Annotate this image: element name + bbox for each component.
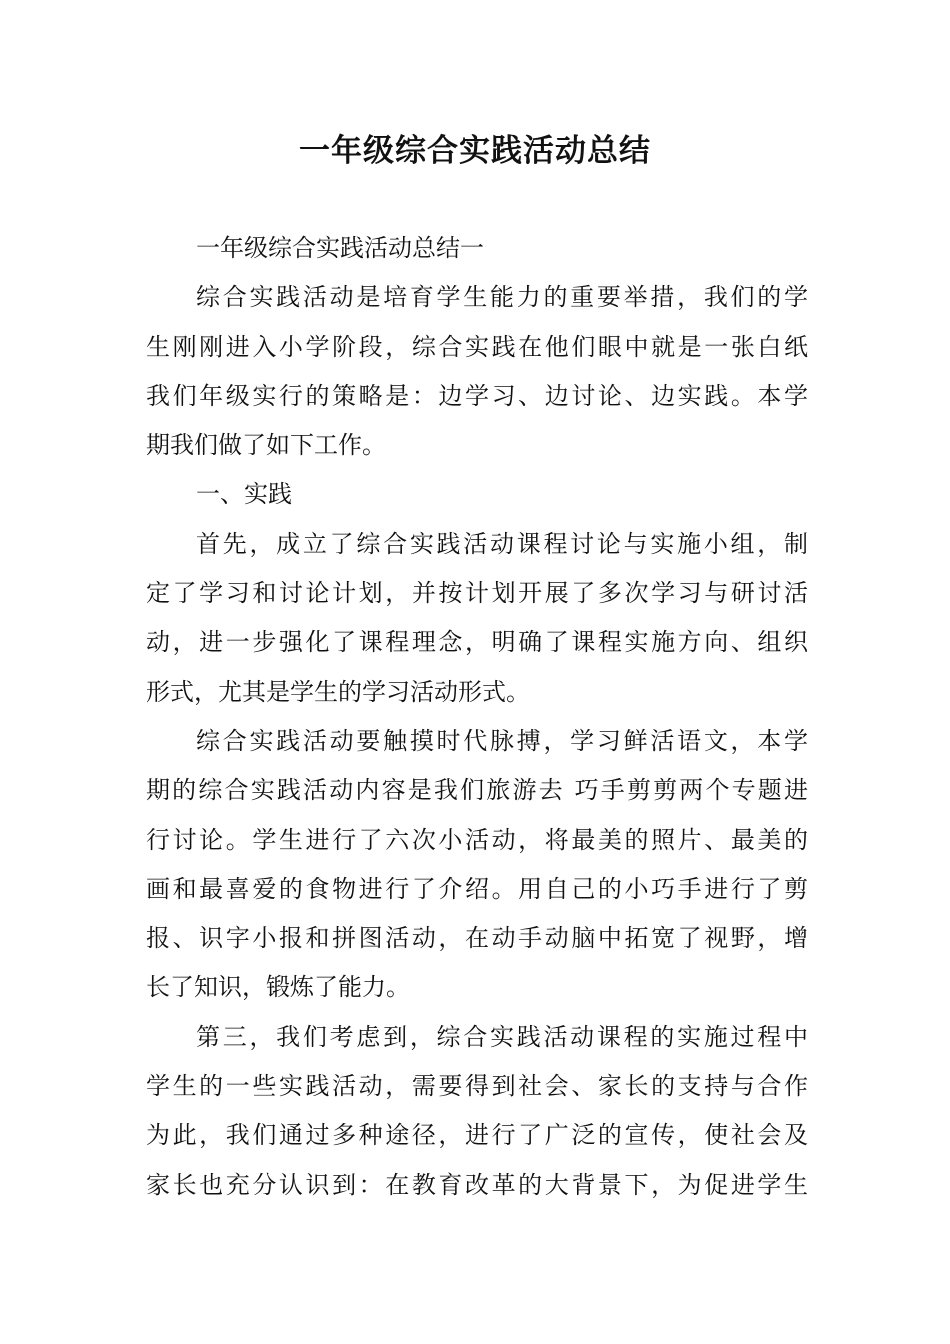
- paragraph-line: 形式，尤其是学生的学习活动形式。: [146, 677, 530, 706]
- paragraph-line: 期的综合实践活动内容是我们旅游去 巧手剪剪两个专题进: [146, 776, 808, 805]
- paragraph-line: 期我们做了如下工作。: [146, 431, 386, 460]
- paragraph-line: 生刚刚进入小学阶段，综合实践在他们眼中就是一张白纸: [146, 332, 808, 361]
- paragraph-line: 综合实践活动是培育学生能力的重要举措，我们的学: [196, 283, 808, 312]
- paragraph-line: 首先，成立了综合实践活动课程讨论与实施小组，制: [196, 529, 808, 558]
- document-body: [146, 224, 808, 1210]
- paragraph-line: 定了学习和讨论计划，并按计划开展了多次学习与研讨活: [146, 579, 808, 608]
- paragraph-line: 为此，我们通过多种途径，进行了广泛的宣传，使社会及: [146, 1121, 808, 1150]
- document-title: 一年级综合实践活动总结: [299, 133, 651, 169]
- section-heading: 一、实践: [196, 480, 292, 509]
- paragraph-line: 画和最喜爱的食物进行了介绍。用自己的小巧手进行了剪: [146, 874, 808, 903]
- paragraph-line: 动，进一步强化了课程理念，明确了课程实施方向、组织: [146, 628, 808, 657]
- paragraph-line: 我们年级实行的策略是：边学习、边讨论、边实践。本学: [146, 381, 808, 410]
- paragraph-line: 综合实践活动要触摸时代脉搏，学习鲜活语文，本学: [196, 726, 808, 755]
- section-heading: 一年级综合实践活动总结一: [196, 234, 484, 262]
- paragraph-line: 报、识字小报和拼图活动，在动手动脑中拓宽了视野，增: [146, 924, 808, 953]
- paragraph-line: 第三，我们考虑到，综合实践活动课程的实施过程中: [196, 1022, 808, 1051]
- paragraph-line: 家长也充分认识到：在教育改革的大背景下，为促进学生: [146, 1170, 808, 1199]
- paragraph-line: 行讨论。学生进行了六次小活动，将最美的照片、最美的: [146, 825, 808, 854]
- paragraph-line: 长了知识，锻炼了能力。: [146, 973, 410, 1002]
- paragraph-line: 学生的一些实践活动，需要得到社会、家长的支持与合作: [146, 1072, 808, 1101]
